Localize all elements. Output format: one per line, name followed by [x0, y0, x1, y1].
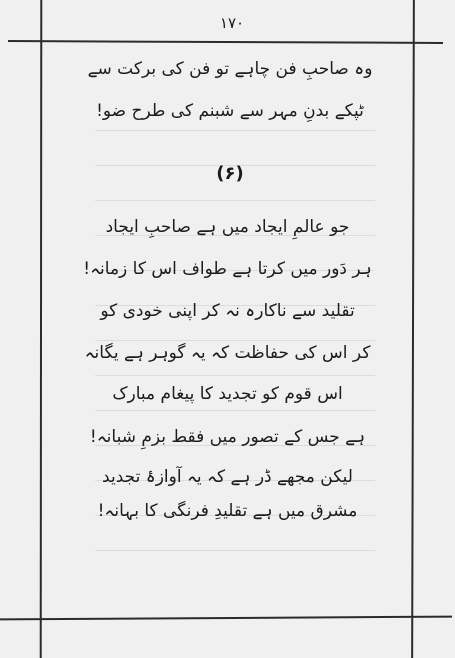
frame-rule-right: [411, 0, 414, 658]
page-number: ۱۷۰: [219, 14, 245, 32]
poem-line: مشرق میں ہے تقلیدِ فرنگی کا بہانہ!: [97, 501, 358, 521]
poem-line: لیکن مجھے ڈر ہے کہ یہ آوازۂ تجدید: [102, 467, 353, 487]
couplet-line: ٹپکے بدنِ مہر سے شبنم کی طرح ضو!: [96, 101, 364, 121]
poem-line: ہے جس کے تصور میں فقط بزمِ شبانہ!: [89, 427, 366, 447]
poem-line: کر اس کی حفاظت کہ یہ گوہر ہے یگانہ: [84, 343, 371, 363]
poem-line: جو عالمِ ایجاد میں ہے صاحبِ ایجاد: [105, 217, 350, 237]
poem-line: ہر دَور میں کرتا ہے طواف اس کا زمانہ!: [83, 259, 372, 279]
poem-line: تقلید سے ناکارہ نہ کر اپنی خودی کو: [100, 301, 355, 321]
frame-rule-bottom: [0, 616, 452, 620]
section-number: (۶): [216, 163, 244, 184]
frame-rule-left: [40, 0, 42, 658]
frame-rule-top: [8, 40, 443, 43]
couplet-line: وہ صاحبِ فن چاہے تو فن کی برکت سے: [87, 59, 373, 79]
bleed-through-texture: [95, 130, 375, 600]
poem-line: اس قوم کو تجدید کا پیغام مبارک: [112, 384, 343, 404]
